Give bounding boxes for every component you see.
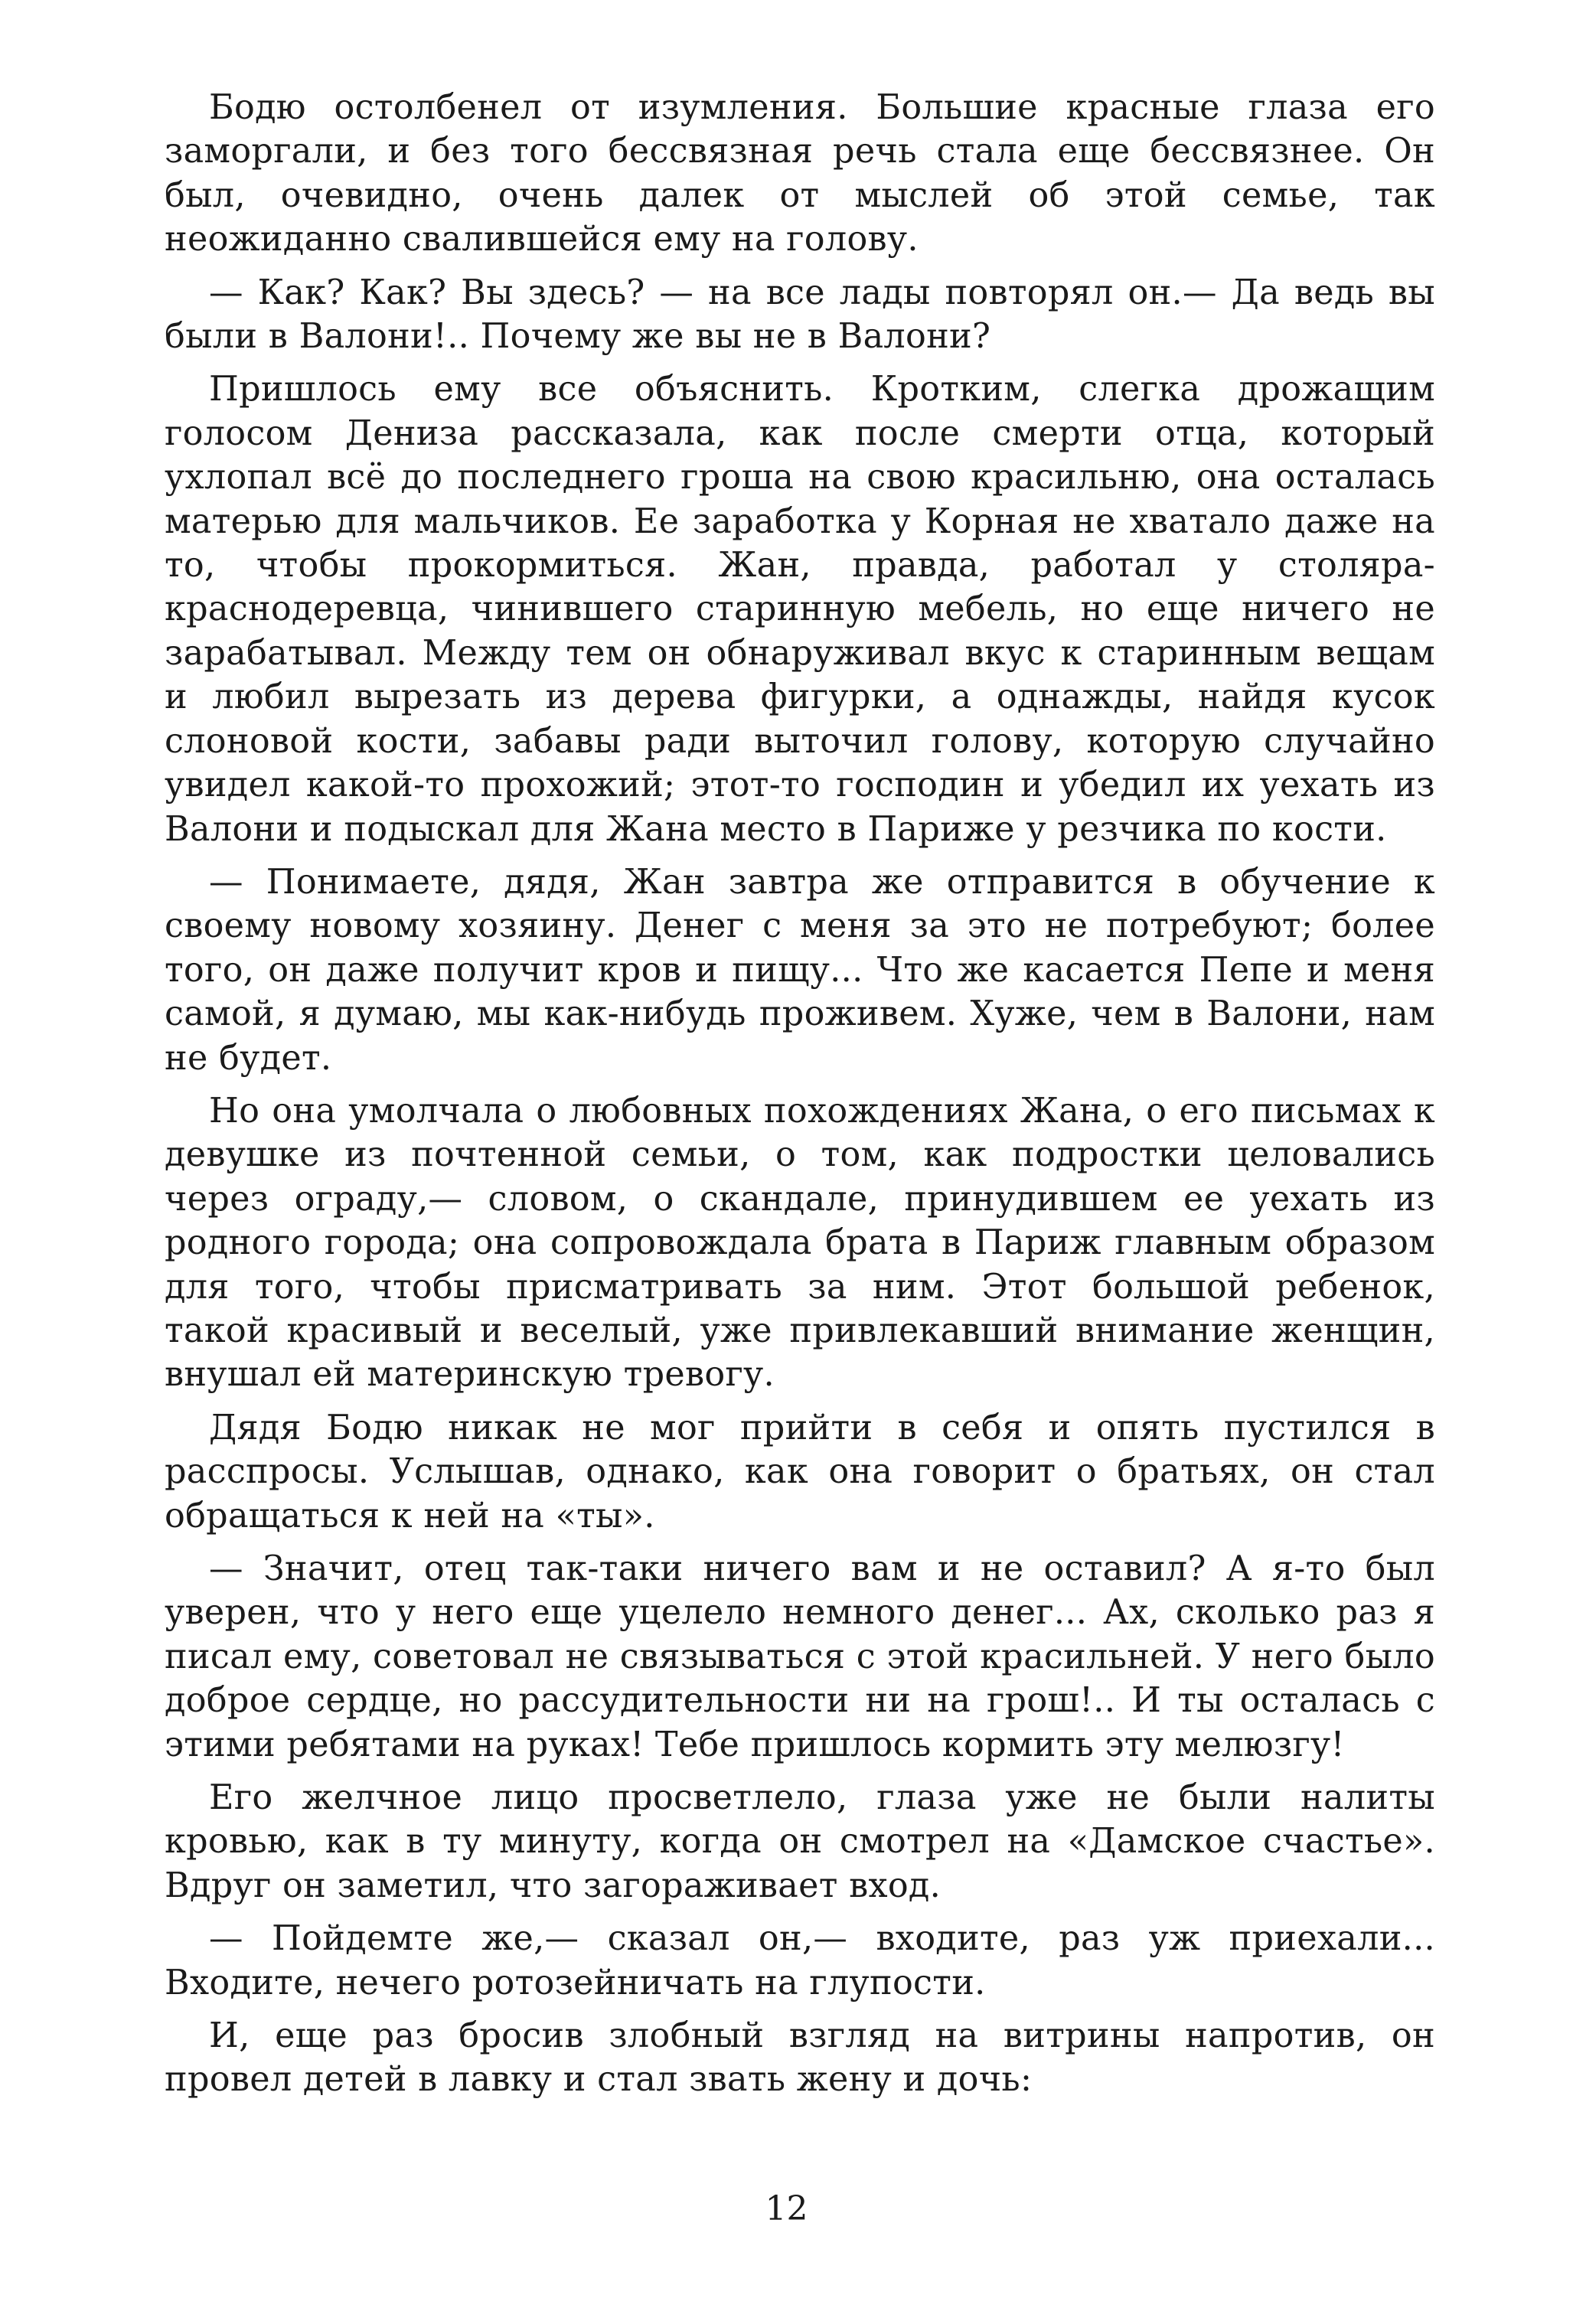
paragraph: И, еще раз бросив злобный взгляд на витрины напротив, он провел детей в лавку и стал звать жену и дочь: <box>165 2016 1435 2100</box>
paragraph: Его желчное лицо просветлело, глаза уже не были налиты кровью, как в ту минуту, когда он смотрел на «Дамское счастье». Вдруг он заметил, что загораживает вход. <box>165 1778 1435 1905</box>
paragraph: — Понимаете, дядя, Жан завтра же отправится в обучение к своему новому хозяину. Денег с меня за это не потребуют; более того, он даже получит кров и пищу... Что же касается Пепе и меня самой, я думаю, мы как-нибудь проживем. Хуже, чем в Валони, нам не будет. <box>165 862 1435 1078</box>
paragraph: Пришлось ему все объяснить. Кротким, слегка дрожащим голосом Дениза рассказала, как после смерти отца, который ухлопал всё до последнего гроша на свою красильню, она осталась матерью для мальчиков. Ее заработка у Корная не хватало даже на то, чтобы прокормиться. Жан, правда, работал у столяра-краснодеревца, чинившего старинную мебель, но еще ничего не зарабатывал. Между тем он обнаруживал вкус к старинным вещам и любил вырезать из дерева фигурки, а однажды, найдя кусок слоновой кости, забавы ради выточил голову, которую случайно увидел какой-то прохожий; этот-то господин и убедил их уехать из Валони и подыскал для Жана место в Париже у резчика по кости. <box>165 370 1435 849</box>
page-number: 12 <box>765 2189 808 2228</box>
paragraph: Дядя Бодю никак не мог прийти в себя и опять пустился в расспросы. Услышав, однако, как она говорит о братьях, он стал обращаться к ней на «ты». <box>165 1408 1435 1536</box>
paragraph: — Как? Как? Вы здесь? — на все лады повторял он.— Да ведь вы были в Валони!.. Почему же вы не в Валони? <box>165 273 1435 357</box>
paragraph: — Пойдемте же,— сказал он,— входите, раз уж приехали... Входите, нечего ротозейничать на глупости. <box>165 1919 1435 2002</box>
page-body-text <box>165 86 1435 2111</box>
paragraph: — Значит, отец так-таки ничего вам и не оставил? А я-то был уверен, что у него еще уцелело немного денег... Ах, сколько раз я писал ему, советовал не связываться с этой красильней. У него было доброе сердце, но рассудительности ни на грош!.. И ты осталась с этими ребятами на руках! Тебе пришлось кормить эту мелюзгу! <box>165 1549 1435 1764</box>
paragraph: Но она умолчала о любовных похождениях Жана, о его письмах к девушке из почтенной семьи, о том, как подростки целовались через ограду,— словом, о скандале, принудившем ее уехать из родного города; она сопровождала брата в Париж главным образом для того, чтобы присматривать за ним. Этот большой ребенок, такой красивый и веселый, уже привлекавший внимание женщин, внушал ей материнскую тревогу. <box>165 1091 1435 1395</box>
paragraph: Бодю остолбенел от изумления. Большие красные глаза его заморгали, и без того бессвязная речь стала еще бессвязнее. Он был, очевидно, очень далек от мыслей об этой семье, так неожиданно свалившейся ему на голову. <box>165 88 1435 259</box>
